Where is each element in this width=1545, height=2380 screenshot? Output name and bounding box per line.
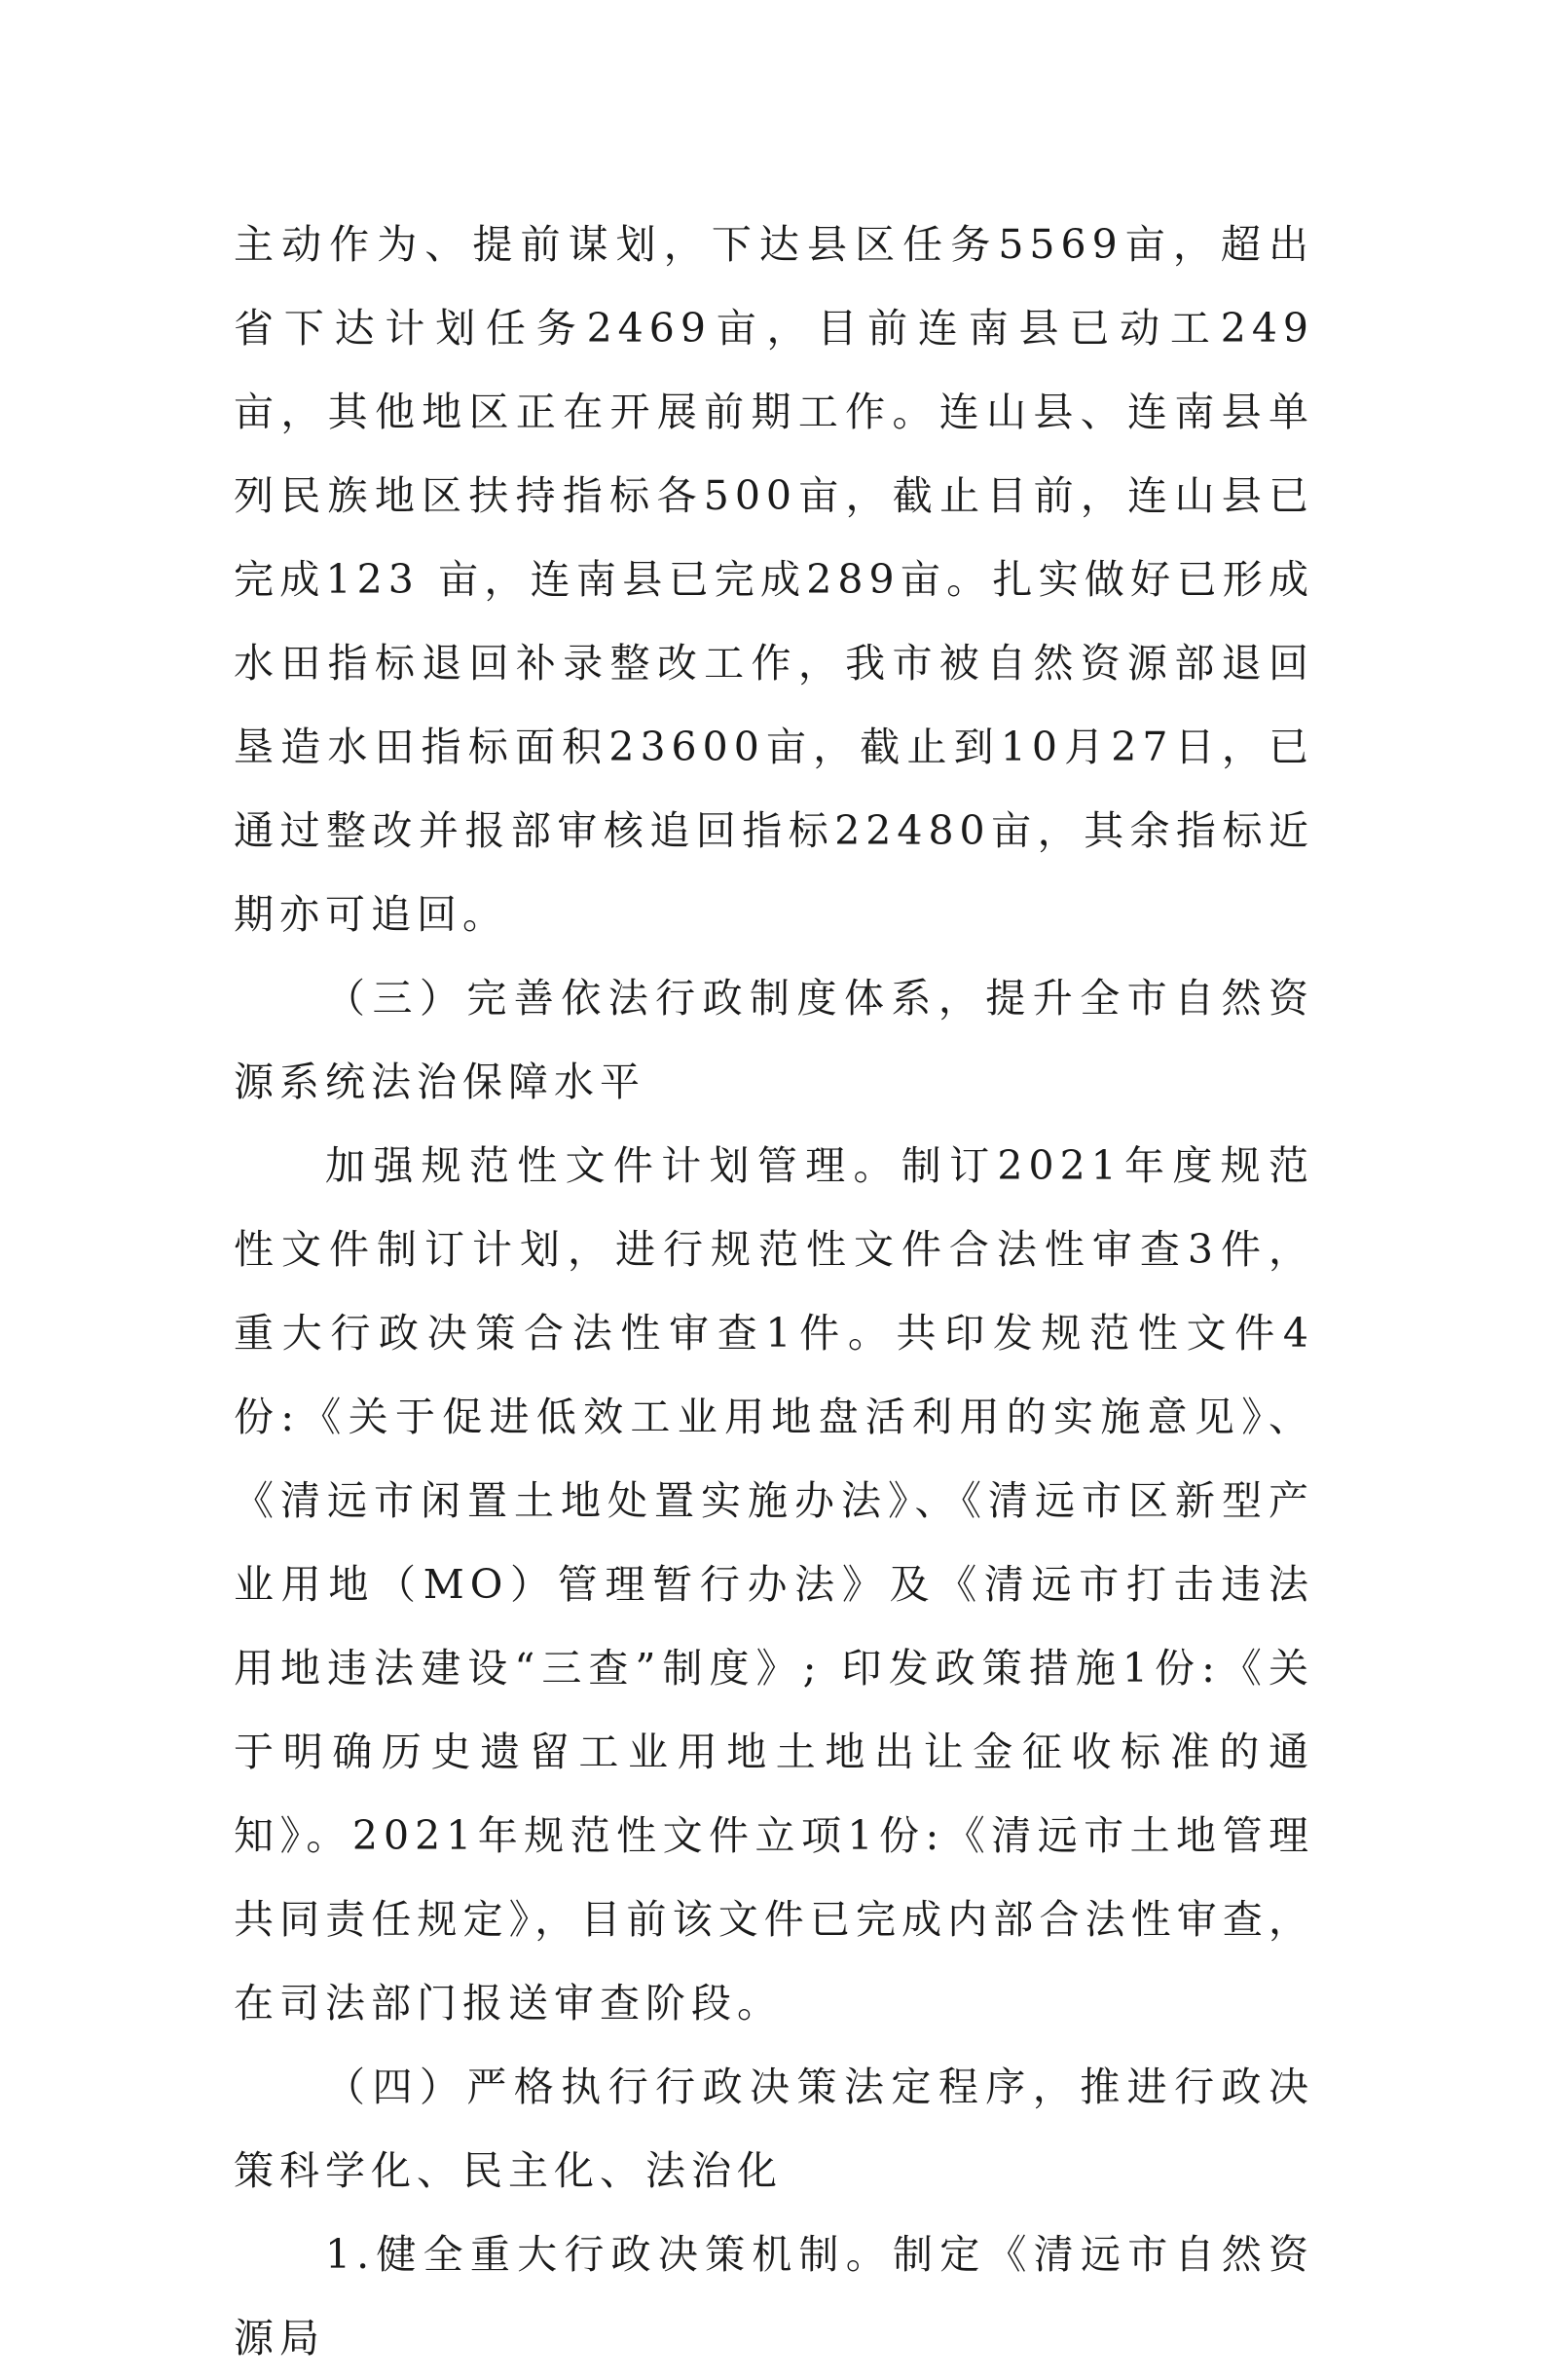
paragraph-continued: 主动作为、提前谋划，下达县区任务5569亩，超出省下达计划任务2469亩，目前连南县已动工249亩，其他地区正在开展前期工作。连山县、连南县单列民族地区扶持指标各500亩，截止目前，连山县已完成123 亩，连南县已完成289亩。扎实做好已形成水田指标退回补录整改工作，我市被自然资源部退回垦造水田指标面积23600亩，截止到10月27日，已通过整改并报部审核追回指标22480亩，其余指标近期亦可追回。 xyxy=(234,221,1314,938)
section-heading-four: （四）严格执行行政决策法定程序，推进行政决策科学化、民主化、法治化 xyxy=(234,2064,1314,2194)
paragraph-decision-mechanism: 1.健全重大行政决策机制。制定《清远市自然资源局 xyxy=(234,2231,1314,2361)
section-heading-three: （三）完善依法行政制度体系，提升全市自然资源系统法治保障水平 xyxy=(234,975,1314,1105)
document-body xyxy=(234,203,1314,2380)
paragraph-normative-documents: 加强规范性文件计划管理。制订2021年度规范性文件制订计划，进行规范性文件合法性审查3件，重大行政决策合法性审查1件。共印发规范性文件4份:《关于促进低效工业用地盘活利用的实施意见》、《清远市闲置土地处置实施办法》、《清远市区新型产业用地（MO）管理暂行办法》及《清远市打击违法用地违法建设“三查”制度》; 印发政策措施1份:《关于明确历史遗留工业用地土地出让金征收标准的通知》。2021年规范性文件立项1份:《清远市土地管理共同责任规定》，目前该文件已完成内部合法性审查，在司法部门报送审查阶段。 xyxy=(234,1142,1314,2027)
